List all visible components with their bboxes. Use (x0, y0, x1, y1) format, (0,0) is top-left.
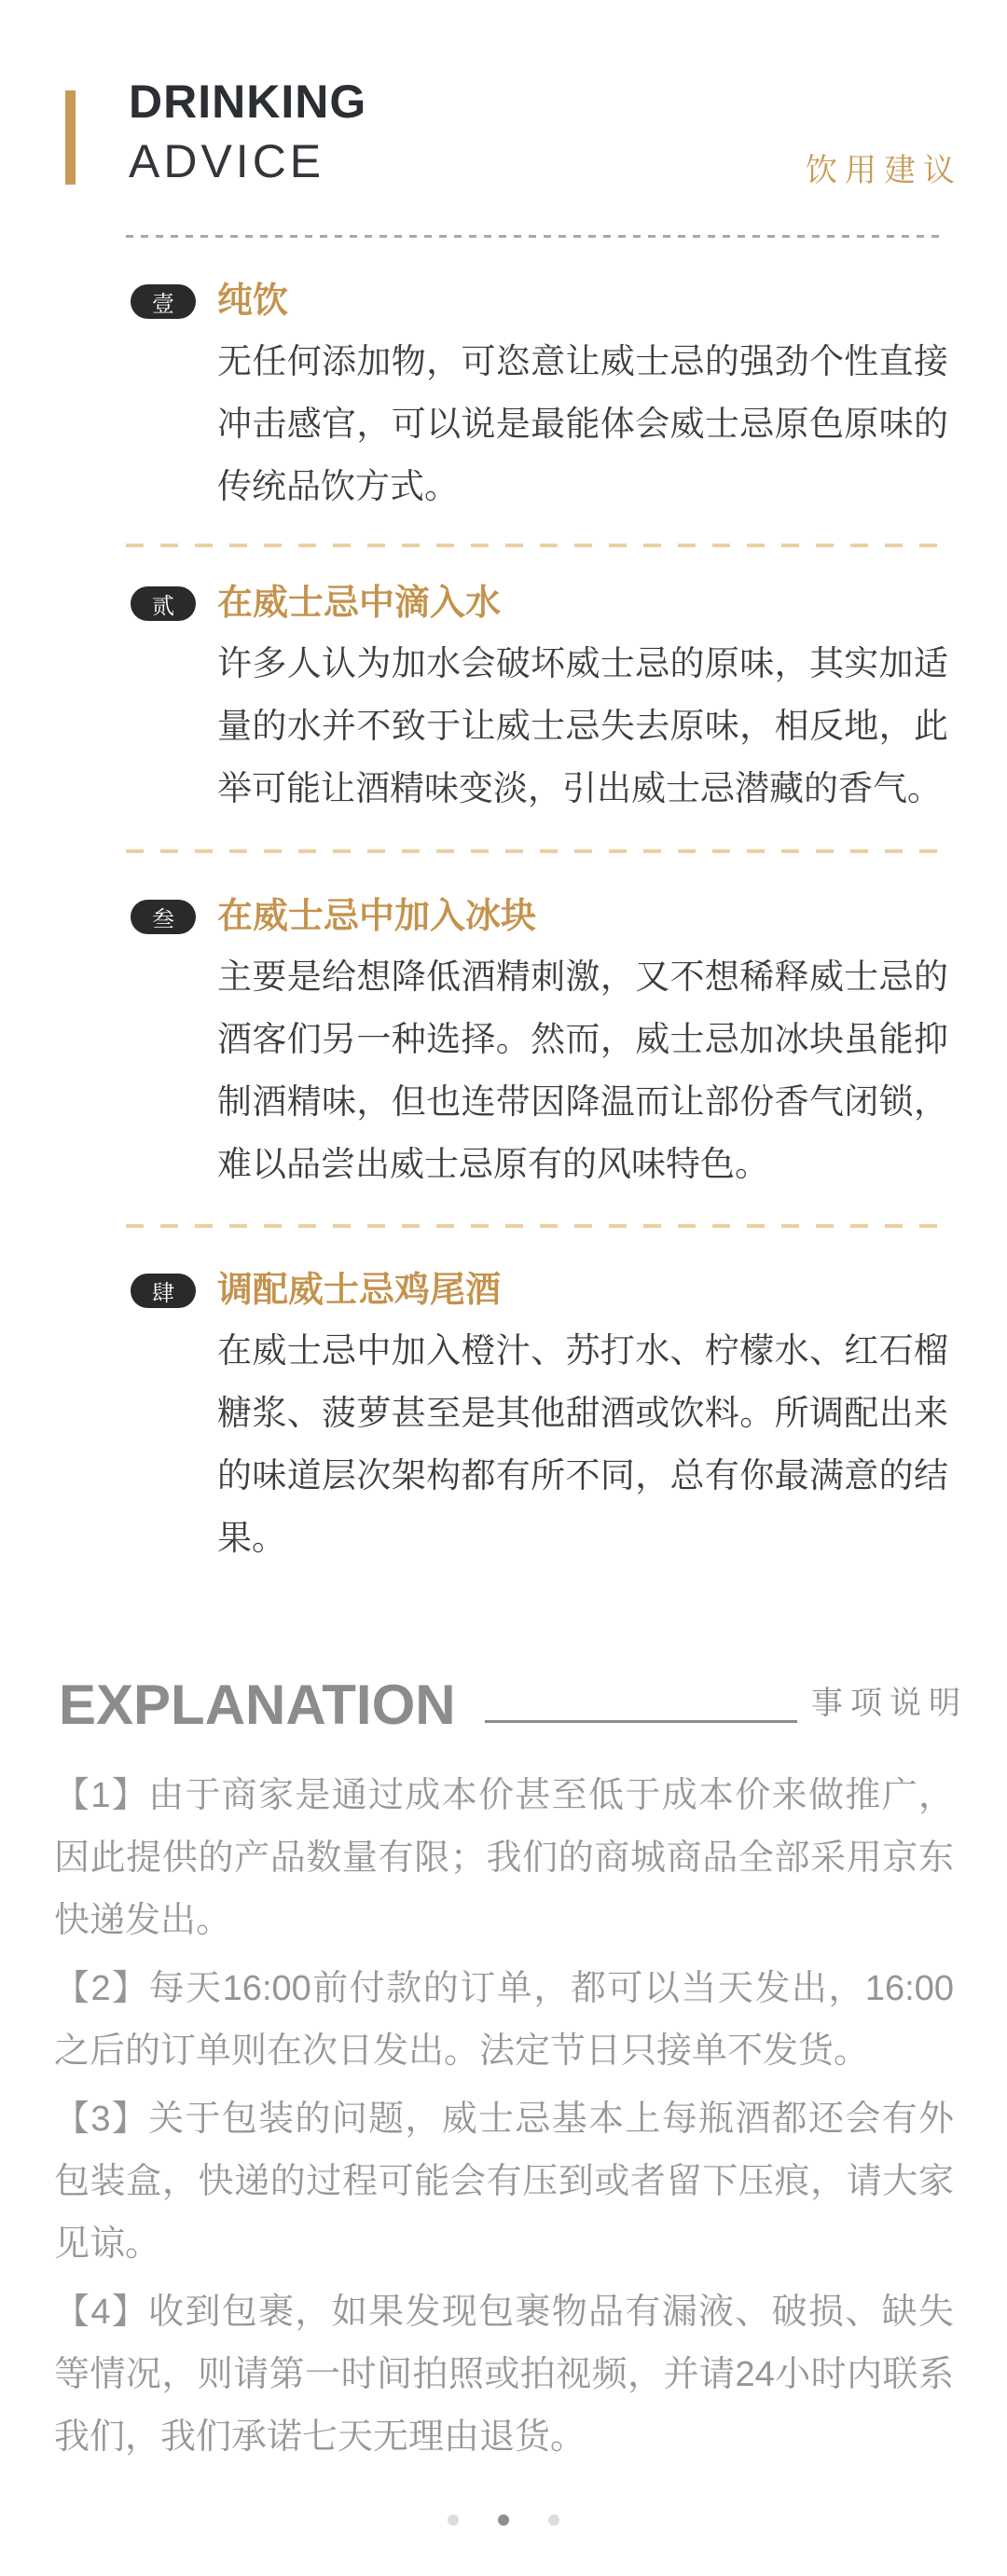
explanation-item: 【4】收到包裹，如果发现包裹物品有漏液、破损、缺失等情况，则请第一时间拍照或拍视频，并请24小时内联系我们，我们承诺七天无理由退货。 (54, 2293, 954, 2457)
section-3-header (131, 899, 951, 934)
carousel-pagination (0, 2514, 1007, 2526)
advice-section-3 (131, 899, 951, 1195)
explanation-item: 【3】关于包装的问题，威士忌基本上每瓶酒都还会有外包装盒，快递的过程可能会有压到或者留下压痕，请大家见谅。 (54, 2100, 954, 2264)
section-divider-1 (126, 544, 944, 547)
accent-bar (65, 90, 76, 185)
page-title-advice: ADVICE (129, 135, 325, 187)
carousel-dot[interactable] (498, 2514, 509, 2526)
section-divider-2 (126, 849, 944, 853)
section-2-body: 许多人认为加水会破坏威士忌的原味，其实加适量的水并不致于让威士忌失去原味，相反地，此举可能让酒精味变淡，引出威士忌潜藏的香气。 (217, 644, 948, 807)
carousel-dot[interactable] (548, 2514, 559, 2526)
section-3-body: 主要是给想降低酒精刺激，又不想稀释威士忌的酒客们另一种选择。然而，威士忌加冰块虽能抑制酒精味，但也连带因降温而让部份香气闭锁，难以品尝出威士忌原有的风味特色。 (217, 957, 948, 1183)
section-1-header (131, 283, 951, 319)
page-title-drinking: DRINKING (129, 76, 367, 128)
section-1-body: 无任何添加物，可恣意让威士忌的强劲个性直接冲击感官，可以说是最能体会威士忌原色原味的传统品饮方式。 (217, 342, 948, 505)
section-4-body: 在威士忌中加入橙汁、苏打水、柠檬水、红石榴糖浆、菠萝甚至是其他甜酒或饮料。所调配出来的味道层次架构都有所不同，总有你最满意的结果。 (217, 1331, 948, 1557)
section-3-title: 在威士忌中加入冰块 (217, 897, 537, 936)
section-2-title: 在威士忌中滴入水 (217, 584, 502, 623)
section-2-header (131, 585, 951, 621)
section-divider-3 (126, 1224, 944, 1228)
explanation-item: 【1】由于商家是通过成本价甚至低于成本价来做推广，因此提供的产品数量有限；我们的商城商品全部采用京东快递发出。 (54, 1776, 954, 1940)
advice-section-1 (131, 283, 951, 517)
header-dotted-divider (126, 235, 944, 238)
explanation-item: 【2】每天16:00前付款的订单，都可以当天发出，16:00之后的订单则在次日发出。法定节日只接单不发货。 (54, 1969, 954, 2071)
section-4-title: 调配威士忌鸡尾酒 (217, 1271, 502, 1310)
carousel-dot[interactable] (448, 2514, 459, 2526)
explanation-title-cn: 事项说明 (811, 1686, 968, 1721)
section-4-number-badge: 肆 (131, 1274, 196, 1308)
section-1-title: 纯饮 (217, 282, 289, 321)
explanation-title: EXPLANATION (59, 1674, 456, 1736)
section-4-header (131, 1273, 951, 1308)
advice-section-2 (131, 585, 951, 820)
advice-section-4 (131, 1273, 951, 1569)
section-1-number-badge: 壹 (131, 284, 196, 319)
section-2-number-badge: 贰 (131, 586, 196, 621)
explanation-body (54, 1765, 954, 2474)
section-3-number-badge: 叁 (131, 900, 196, 934)
page-subtitle-cn: 饮用建议 (806, 153, 962, 188)
explanation-title-rule (485, 1720, 797, 1723)
